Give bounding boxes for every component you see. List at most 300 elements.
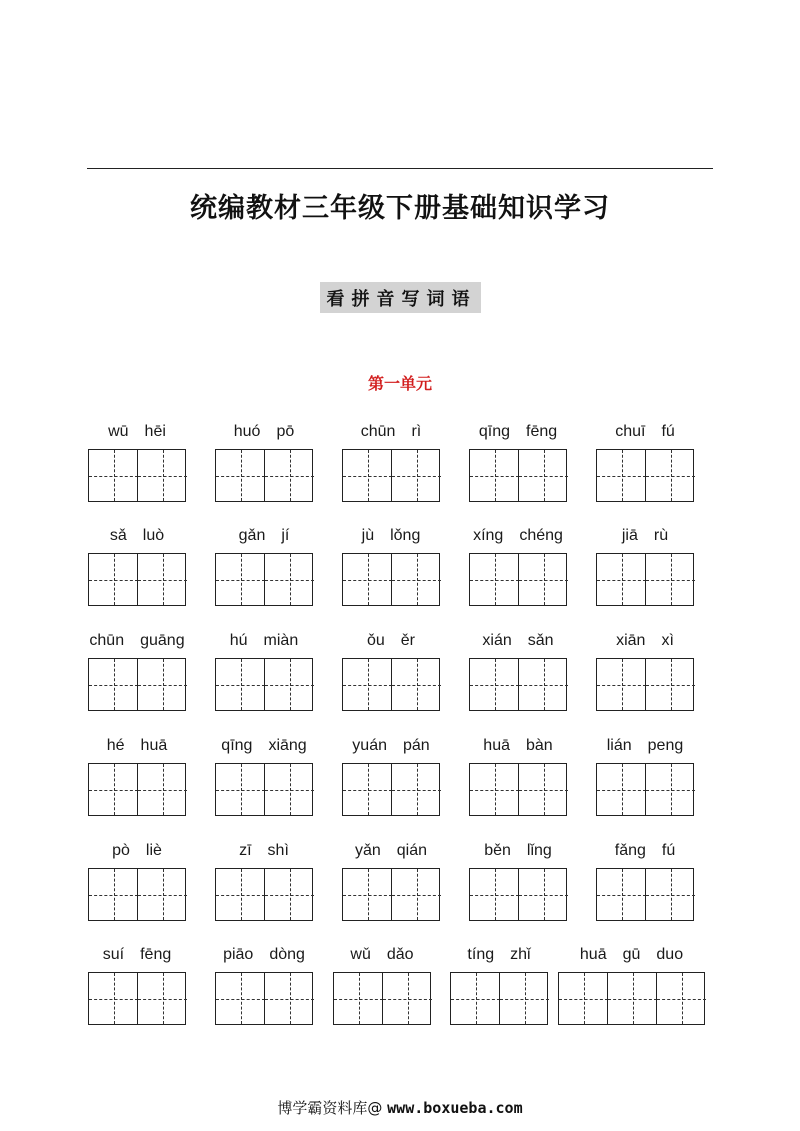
pinyin-syllable: xíng	[473, 527, 504, 544]
cell-divider	[264, 764, 265, 815]
cell-divider	[137, 764, 138, 815]
writing-cell[interactable]	[216, 659, 265, 710]
writing-cell[interactable]	[265, 764, 314, 815]
pinyin-syllable: qián	[396, 842, 428, 859]
cell-divider	[137, 869, 138, 920]
cell-center-guide-horizontal	[343, 790, 392, 791]
cell-center-guide-horizontal	[334, 999, 383, 1000]
cell-center-guide-horizontal	[597, 790, 646, 791]
pinyin-label	[195, 423, 333, 441]
writing-cell[interactable]	[138, 973, 187, 1024]
writing-cell[interactable]	[343, 869, 392, 920]
writing-cell[interactable]	[383, 973, 432, 1024]
pinyin-syllable: jí	[281, 527, 290, 544]
cell-center-guide-horizontal	[343, 895, 392, 896]
cell-center-guide-horizontal	[343, 580, 392, 581]
writing-grid[interactable]	[88, 868, 186, 921]
writing-cell[interactable]	[470, 554, 519, 605]
pinyin-syllable: liè	[145, 842, 162, 859]
pinyin-syllable: luò	[142, 527, 165, 544]
writing-cell[interactable]	[470, 869, 519, 920]
writing-cell[interactable]	[89, 869, 138, 920]
pinyin-syllable: xiān	[616, 632, 646, 649]
footer-site-name: 博学霸资料库@	[277, 1099, 383, 1117]
pinyin-label	[195, 632, 333, 650]
writing-cell[interactable]	[559, 973, 608, 1024]
word-item	[596, 423, 694, 502]
writing-cell[interactable]	[646, 764, 695, 815]
cell-divider	[645, 764, 646, 815]
pinyin-syllable: guāng	[140, 632, 185, 649]
word-item	[469, 842, 567, 921]
writing-grid[interactable]	[342, 763, 440, 816]
word-item	[596, 632, 694, 711]
word-item	[88, 527, 186, 606]
pinyin-label	[449, 737, 587, 755]
cell-divider	[137, 554, 138, 605]
writing-cell[interactable]	[216, 973, 265, 1024]
writing-cell[interactable]	[216, 869, 265, 920]
writing-cell[interactable]	[343, 554, 392, 605]
pinyin-syllable: zhǐ	[510, 946, 531, 963]
writing-cell[interactable]	[519, 869, 568, 920]
cell-center-guide-horizontal	[470, 685, 519, 686]
word-item	[469, 632, 567, 711]
cell-center-guide-horizontal	[138, 999, 187, 1000]
pinyin-syllable: fēng	[140, 946, 172, 963]
pinyin-label	[68, 842, 206, 860]
pinyin-label	[195, 527, 333, 545]
writing-cell[interactable]	[89, 973, 138, 1024]
writing-cell[interactable]	[597, 450, 646, 501]
writing-cell[interactable]	[138, 764, 187, 815]
writing-grid[interactable]	[469, 868, 567, 921]
pinyin-syllable: jù	[361, 527, 375, 544]
writing-cell[interactable]	[265, 869, 314, 920]
cell-center-guide-horizontal	[216, 685, 265, 686]
pinyin-syllable: lián	[606, 737, 632, 754]
cell-center-guide-horizontal	[392, 580, 441, 581]
pinyin-syllable: lǒng	[390, 527, 421, 544]
writing-cell[interactable]	[519, 450, 568, 501]
cell-divider	[391, 450, 392, 501]
footer	[0, 1097, 800, 1118]
writing-cell[interactable]	[216, 554, 265, 605]
writing-cell[interactable]	[646, 450, 695, 501]
cell-divider	[607, 973, 608, 1024]
word-item	[342, 527, 440, 606]
cell-center-guide-horizontal	[559, 999, 608, 1000]
cell-center-guide-horizontal	[138, 476, 187, 477]
cell-center-guide-horizontal	[519, 895, 568, 896]
writing-grid[interactable]	[342, 868, 440, 921]
writing-grid[interactable]	[450, 972, 548, 1025]
pinyin-syllable: ěr	[400, 632, 416, 649]
word-item	[596, 737, 694, 816]
word-item	[469, 527, 567, 606]
pinyin-syllable: hēi	[144, 423, 166, 440]
word-item	[215, 423, 313, 502]
cell-center-guide-horizontal	[646, 790, 695, 791]
writing-grid[interactable]	[596, 763, 694, 816]
writing-grid[interactable]	[88, 553, 186, 606]
footer-url: www.boxueba.com	[387, 1099, 523, 1117]
writing-grid[interactable]	[596, 868, 694, 921]
writing-cell[interactable]	[608, 973, 657, 1024]
pinyin-syllable: pò	[112, 842, 130, 859]
pinyin-syllable: xián	[482, 632, 512, 649]
cell-center-guide-horizontal	[265, 685, 314, 686]
word-item	[215, 842, 313, 921]
writing-grid[interactable]	[215, 449, 313, 502]
pinyin-label	[576, 737, 714, 755]
cell-center-guide-horizontal	[597, 685, 646, 686]
pinyin-syllable: dòng	[269, 946, 305, 963]
writing-cell[interactable]	[334, 973, 383, 1024]
cell-divider	[518, 869, 519, 920]
writing-cell[interactable]	[343, 450, 392, 501]
cell-divider	[264, 450, 265, 501]
cell-center-guide-horizontal	[470, 476, 519, 477]
cell-divider	[656, 973, 657, 1024]
word-item	[558, 946, 705, 1025]
cell-center-guide-horizontal	[89, 895, 138, 896]
pinyin-syllable: chūn	[360, 423, 396, 440]
pinyin-syllable: shì	[267, 842, 289, 859]
pinyin-label	[449, 632, 587, 650]
writing-grid[interactable]	[342, 658, 440, 711]
writing-cell[interactable]	[392, 450, 441, 501]
writing-grid[interactable]	[88, 972, 186, 1025]
cell-center-guide-horizontal	[216, 790, 265, 791]
writing-cell[interactable]	[138, 554, 187, 605]
cell-divider	[137, 973, 138, 1024]
cell-center-guide-horizontal	[343, 685, 392, 686]
pinyin-syllable: qīng	[221, 737, 253, 754]
writing-grid[interactable]	[558, 972, 705, 1025]
word-item	[215, 632, 313, 711]
writing-cell[interactable]	[597, 659, 646, 710]
writing-grid[interactable]	[88, 658, 186, 711]
writing-grid[interactable]	[215, 658, 313, 711]
cell-center-guide-horizontal	[392, 685, 441, 686]
writing-grid[interactable]	[215, 553, 313, 606]
cell-center-guide-horizontal	[265, 895, 314, 896]
writing-cell[interactable]	[470, 450, 519, 501]
writing-cell[interactable]	[470, 764, 519, 815]
pinyin-syllable: dǎo	[386, 946, 414, 963]
pinyin-syllable: gū	[622, 946, 641, 963]
cell-center-guide-horizontal	[138, 790, 187, 791]
cell-center-guide-horizontal	[646, 476, 695, 477]
pinyin-syllable: tíng	[467, 946, 495, 963]
writing-cell[interactable]	[343, 659, 392, 710]
writing-cell[interactable]	[392, 764, 441, 815]
cell-divider	[645, 659, 646, 710]
pinyin-syllable: hú	[229, 632, 248, 649]
header-rule	[87, 168, 713, 169]
writing-cell[interactable]	[451, 973, 500, 1024]
pinyin-syllable: hé	[106, 737, 125, 754]
writing-grid[interactable]	[88, 763, 186, 816]
document-title: 统编教材三年级下册基础知识学习	[190, 193, 610, 224]
pinyin-syllable: ǒu	[366, 632, 385, 649]
writing-cell[interactable]	[89, 764, 138, 815]
cell-divider	[518, 554, 519, 605]
pinyin-syllable: yǎn	[354, 842, 381, 859]
pinyin-syllable: qīng	[478, 423, 510, 440]
writing-cell[interactable]	[89, 659, 138, 710]
word-item	[88, 423, 186, 502]
cell-center-guide-horizontal	[392, 476, 441, 477]
cell-center-guide-horizontal	[519, 685, 568, 686]
cell-center-guide-horizontal	[216, 476, 265, 477]
word-item	[215, 946, 313, 1025]
word-item	[342, 737, 440, 816]
pinyin-label	[449, 527, 587, 545]
cell-center-guide-horizontal	[519, 580, 568, 581]
pinyin-syllable: jiā	[621, 527, 638, 544]
writing-cell[interactable]	[216, 764, 265, 815]
writing-cell[interactable]	[265, 450, 314, 501]
cell-center-guide-horizontal	[657, 999, 706, 1000]
writing-cell[interactable]	[646, 554, 695, 605]
cell-center-guide-horizontal	[597, 476, 646, 477]
writing-cell[interactable]	[646, 869, 695, 920]
pinyin-syllable: huā	[579, 946, 607, 963]
pinyin-syllable: huó	[233, 423, 261, 440]
pinyin-syllable: lǐng	[526, 842, 552, 859]
cell-center-guide-horizontal	[451, 999, 500, 1000]
writing-cell[interactable]	[265, 659, 314, 710]
writing-cell[interactable]	[392, 554, 441, 605]
cell-center-guide-horizontal	[138, 580, 187, 581]
cell-center-guide-horizontal	[89, 580, 138, 581]
writing-cell[interactable]	[597, 554, 646, 605]
cell-divider	[518, 450, 519, 501]
word-item	[88, 842, 186, 921]
pinyin-syllable: rù	[653, 527, 669, 544]
word-item	[333, 946, 431, 1025]
writing-cell[interactable]	[500, 973, 549, 1024]
cell-center-guide-horizontal	[519, 476, 568, 477]
cell-divider	[264, 554, 265, 605]
cell-divider	[645, 869, 646, 920]
word-item	[215, 737, 313, 816]
cell-center-guide-horizontal	[646, 580, 695, 581]
writing-grid[interactable]	[469, 553, 567, 606]
cell-center-guide-horizontal	[216, 580, 265, 581]
writing-cell[interactable]	[646, 659, 695, 710]
pinyin-label	[68, 527, 206, 545]
cell-divider	[391, 764, 392, 815]
writing-grid[interactable]	[215, 763, 313, 816]
pinyin-syllable: fǎng	[614, 842, 646, 859]
cell-divider	[264, 973, 265, 1024]
pinyin-syllable: suí	[102, 946, 125, 963]
writing-cell[interactable]	[138, 659, 187, 710]
word-item	[342, 423, 440, 502]
pinyin-syllable: piāo	[223, 946, 254, 963]
cell-divider	[518, 764, 519, 815]
writing-cell[interactable]	[519, 764, 568, 815]
cell-center-guide-horizontal	[608, 999, 657, 1000]
pinyin-label	[68, 423, 206, 441]
cell-center-guide-horizontal	[216, 895, 265, 896]
writing-grid[interactable]	[215, 868, 313, 921]
cell-center-guide-horizontal	[500, 999, 549, 1000]
writing-grid[interactable]	[469, 763, 567, 816]
writing-cell[interactable]	[265, 554, 314, 605]
cell-center-guide-horizontal	[138, 895, 187, 896]
pinyin-syllable: miàn	[263, 632, 299, 649]
cell-center-guide-horizontal	[470, 895, 519, 896]
cell-center-guide-horizontal	[646, 895, 695, 896]
pinyin-label	[68, 737, 206, 755]
pinyin-label	[68, 632, 206, 650]
cell-center-guide-horizontal	[597, 580, 646, 581]
writing-cell[interactable]	[89, 554, 138, 605]
pinyin-syllable: fēng	[526, 423, 558, 440]
pinyin-syllable: pō	[276, 423, 295, 440]
pinyin-syllable: chuī	[615, 423, 646, 440]
writing-cell[interactable]	[519, 554, 568, 605]
pinyin-syllable: gǎn	[238, 527, 266, 544]
writing-grid[interactable]	[342, 449, 440, 502]
writing-cell[interactable]	[470, 659, 519, 710]
word-item	[88, 737, 186, 816]
unit-heading: 第一单元	[367, 374, 432, 393]
cell-center-guide-horizontal	[383, 999, 432, 1000]
pinyin-label	[322, 632, 460, 650]
writing-grid[interactable]	[469, 658, 567, 711]
writing-cell[interactable]	[597, 764, 646, 815]
cell-center-guide-horizontal	[89, 476, 138, 477]
pinyin-label	[322, 842, 460, 860]
writing-cell[interactable]	[519, 659, 568, 710]
writing-cell[interactable]	[265, 973, 314, 1024]
cell-center-guide-horizontal	[392, 895, 441, 896]
pinyin-label	[576, 842, 714, 860]
cell-center-guide-horizontal	[265, 790, 314, 791]
word-item	[469, 737, 567, 816]
pinyin-syllable: sǎn	[527, 632, 554, 649]
cell-divider	[382, 973, 383, 1024]
word-item	[596, 527, 694, 606]
cell-center-guide-horizontal	[265, 999, 314, 1000]
cell-center-guide-horizontal	[470, 580, 519, 581]
pinyin-label	[576, 632, 714, 650]
writing-cell[interactable]	[343, 764, 392, 815]
cell-center-guide-horizontal	[392, 790, 441, 791]
writing-cell[interactable]	[216, 450, 265, 501]
writing-grid[interactable]	[596, 449, 694, 502]
writing-grid[interactable]	[596, 553, 694, 606]
pinyin-syllable: pán	[403, 737, 430, 754]
writing-grid[interactable]	[469, 449, 567, 502]
cell-center-guide-horizontal	[265, 580, 314, 581]
section-heading: 看拼音写词语	[320, 282, 481, 313]
cell-divider	[137, 659, 138, 710]
cell-divider	[391, 869, 392, 920]
pinyin-syllable: zī	[239, 842, 252, 859]
cell-divider	[264, 659, 265, 710]
writing-cell[interactable]	[597, 869, 646, 920]
writing-cell[interactable]	[138, 450, 187, 501]
pinyin-label	[449, 842, 587, 860]
writing-cell[interactable]	[657, 973, 706, 1024]
cell-divider	[264, 869, 265, 920]
cell-center-guide-horizontal	[597, 895, 646, 896]
section-heading-wrap	[0, 282, 800, 313]
pinyin-syllable: duo	[656, 946, 684, 963]
writing-grid[interactable]	[215, 972, 313, 1025]
word-item	[469, 423, 567, 502]
cell-center-guide-horizontal	[519, 790, 568, 791]
pinyin-syllable: huā	[483, 737, 510, 754]
cell-center-guide-horizontal	[265, 476, 314, 477]
pinyin-syllable: sǎ	[109, 527, 127, 544]
pinyin-syllable: fú	[661, 423, 675, 440]
cell-center-guide-horizontal	[89, 685, 138, 686]
writing-cell[interactable]	[392, 659, 441, 710]
pinyin-label	[68, 946, 206, 964]
writing-cell[interactable]	[392, 869, 441, 920]
cell-center-guide-horizontal	[89, 999, 138, 1000]
cell-center-guide-horizontal	[646, 685, 695, 686]
cell-divider	[499, 973, 500, 1024]
cell-divider	[518, 659, 519, 710]
cell-center-guide-horizontal	[470, 790, 519, 791]
pinyin-syllable: xì	[661, 632, 674, 649]
pinyin-syllable: fú	[661, 842, 676, 859]
writing-grid[interactable]	[342, 553, 440, 606]
cell-center-guide-horizontal	[216, 999, 265, 1000]
pinyin-label	[322, 527, 460, 545]
pinyin-syllable: wǔ	[350, 946, 371, 963]
writing-cell[interactable]	[138, 869, 187, 920]
pinyin-syllable: peng	[647, 737, 684, 754]
writing-cell[interactable]	[89, 450, 138, 501]
pinyin-label	[195, 737, 333, 755]
writing-grid[interactable]	[333, 972, 431, 1025]
cell-divider	[391, 554, 392, 605]
writing-grid[interactable]	[596, 658, 694, 711]
word-item	[342, 842, 440, 921]
pinyin-label	[576, 527, 714, 545]
pinyin-label	[322, 737, 460, 755]
pinyin-syllable: bàn	[526, 737, 553, 754]
word-item	[215, 527, 313, 606]
pinyin-syllable: wū	[108, 423, 129, 440]
pinyin-label	[322, 423, 460, 441]
pinyin-label	[576, 423, 714, 441]
pinyin-syllable: běn	[484, 842, 511, 859]
writing-grid[interactable]	[88, 449, 186, 502]
word-item	[450, 946, 548, 1025]
cell-center-guide-horizontal	[138, 685, 187, 686]
cell-center-guide-horizontal	[343, 476, 392, 477]
cell-divider	[391, 659, 392, 710]
pinyin-syllable: rì	[411, 423, 422, 440]
pinyin-label	[195, 842, 333, 860]
word-item	[342, 632, 440, 711]
cell-center-guide-horizontal	[89, 790, 138, 791]
word-item	[596, 842, 694, 921]
pinyin-syllable: xiāng	[268, 737, 307, 754]
word-item	[88, 632, 186, 711]
cell-divider	[645, 554, 646, 605]
